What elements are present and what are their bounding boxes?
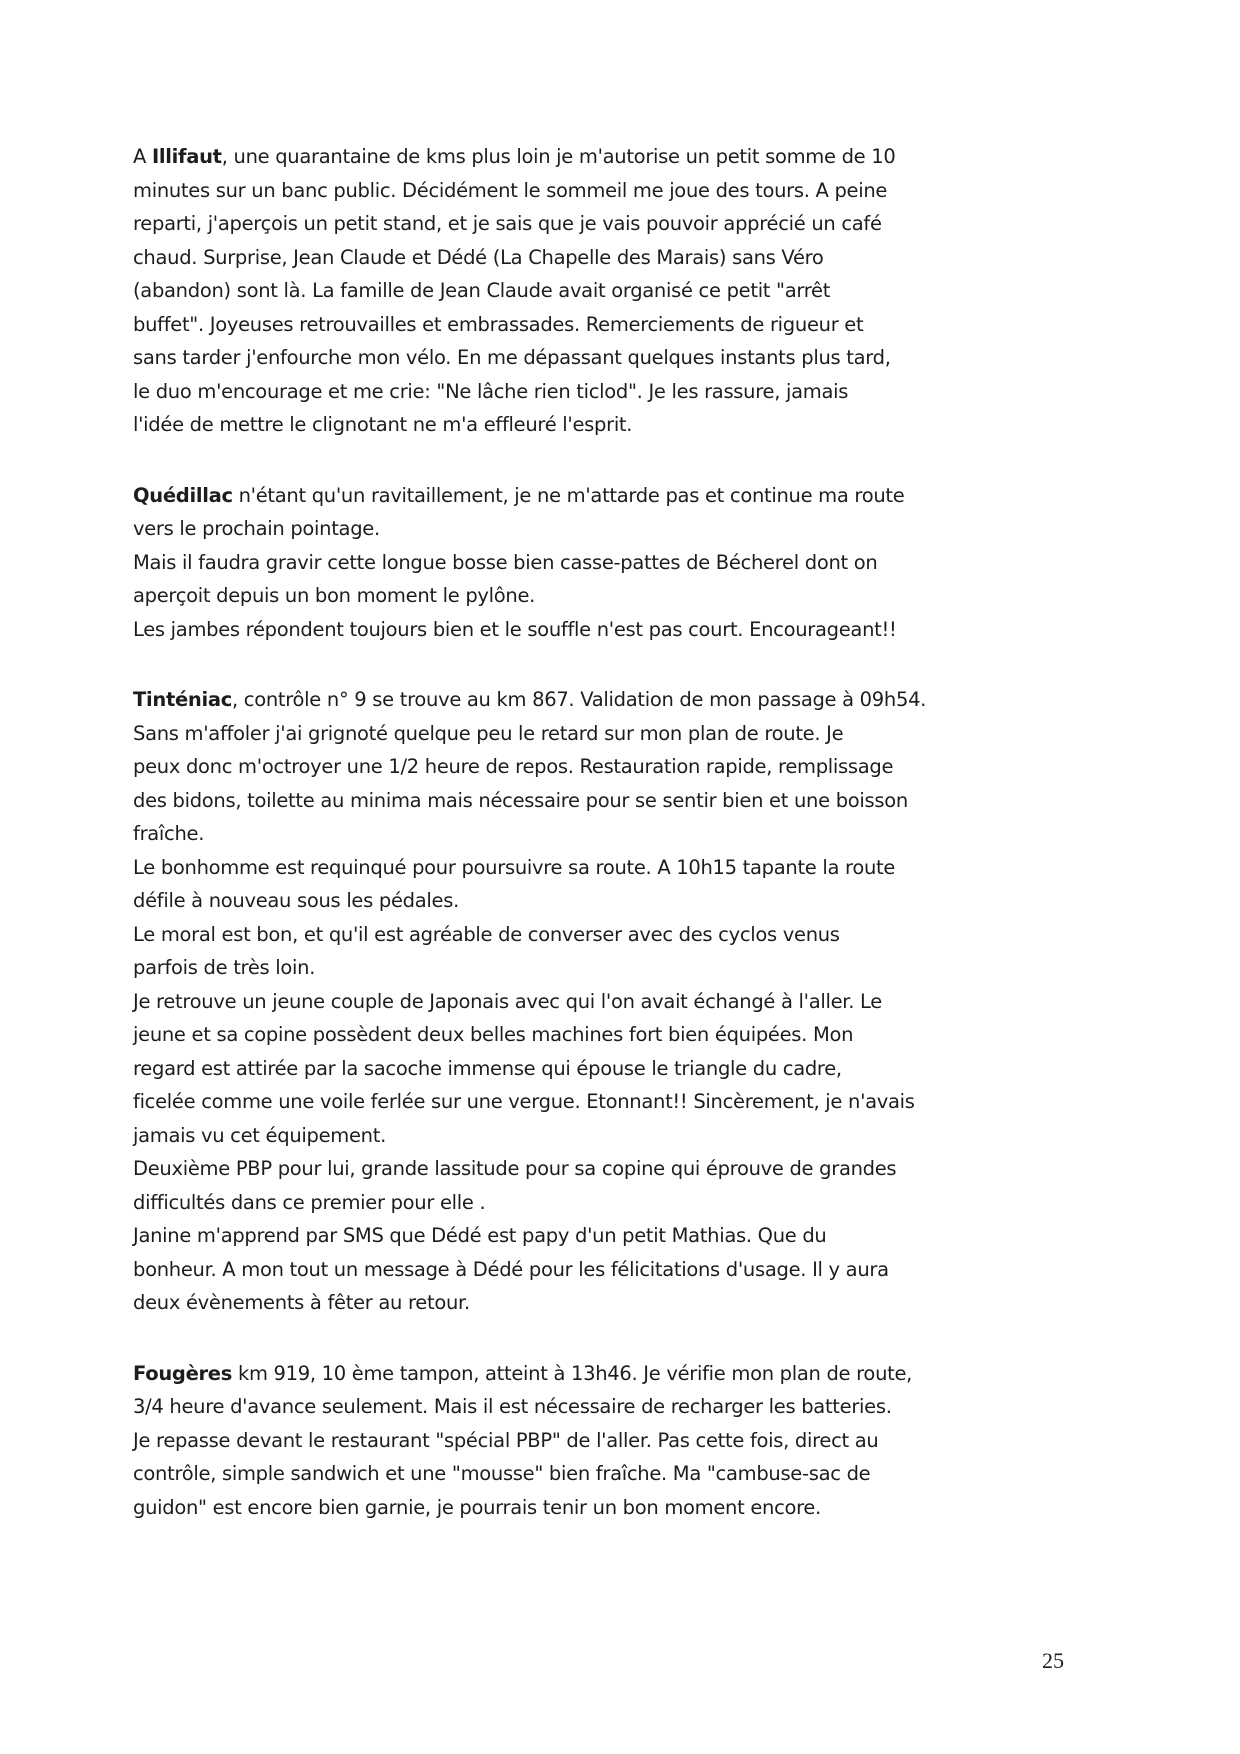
text-line: Le bonhomme est requinqué pour poursuivre sa route. A 10h15 tapante la route xyxy=(133,855,896,879)
text-line: Mais il faudra gravir cette longue bosse bien casse-pattes de Bécherel dont on xyxy=(133,550,878,574)
paragraph xyxy=(133,479,1013,647)
text-line: bonheur. A mon tout un message à Dédé pour les félicitations d'usage. Il y aura xyxy=(133,1257,889,1281)
text-line xyxy=(133,479,1013,513)
line-prefix: A xyxy=(133,145,152,168)
text-line: jeune et sa copine possèdent deux belles machines fort bien équipées. Mon xyxy=(133,1023,854,1046)
text-line xyxy=(133,1357,1013,1391)
place-name: Fougères xyxy=(133,1361,233,1385)
text-line: sans tarder j'enfourche mon vélo. En me dépassant quelques instants plus tard, xyxy=(133,346,891,369)
text-line: (abandon) sont là. La famille de Jean Claude avait organisé ce petit "arrêt xyxy=(133,279,831,302)
text-line: buffet". Joyeuses retrouvailles et embrassades. Remerciements de rigueur et xyxy=(133,312,864,336)
text-line: parfois de très loin. xyxy=(133,956,316,979)
text-line: défile à nouveau sous les pédales. xyxy=(133,889,459,912)
text-line: Je repasse devant le restaurant "spécial PBP" de l'aller. Pas cette fois, direct au xyxy=(133,1428,879,1452)
text-line: l'idée de mettre le clignotant ne m'a effleuré l'esprit. xyxy=(133,413,633,436)
place-name: Quédillac xyxy=(133,483,233,507)
text-line: guidon" est encore bien garnie, je pourrais tenir un bon moment encore. xyxy=(133,1495,822,1519)
line-text: km 919, 10 ème tampon, atteint à 13h46. Je vérifie mon plan de route, xyxy=(232,1361,913,1385)
text-line: fraîche. xyxy=(133,822,205,845)
text-line: des bidons, toilette au minima mais nécessaire pour se sentir bien et une boisson xyxy=(133,788,908,812)
text-line: Les jambes répondent toujours bien et le souffle n'est pas court. Encourageant!! xyxy=(133,617,897,641)
text-line: chaud. Surprise, Jean Claude et Dédé (La Chapelle des Marais) sans Véro xyxy=(133,245,824,269)
text-line: Deuxième PBP pour lui, grande lassitude pour sa copine qui éprouve de grandes xyxy=(133,1157,897,1180)
text-line: peux donc m'octroyer une 1/2 heure de repos. Restauration rapide, remplissage xyxy=(133,755,894,778)
text-line: Je retrouve un jeune couple de Japonais avec qui l'on avait échangé à l'aller. Le xyxy=(133,989,882,1013)
text-line: aperçoit depuis un bon moment le pylône. xyxy=(133,584,536,607)
place-name: Tinténiac xyxy=(133,688,232,711)
text-line: deux évènements à fêter au retour. xyxy=(133,1291,470,1314)
text-line: ficelée comme une voile ferlée sur une vergue. Etonnant!! Sincèrement, je n'avais xyxy=(133,1090,915,1113)
line-text: , une quarantaine de kms plus loin je m'autorise un petit somme de 10 xyxy=(221,145,896,168)
text-line: difficultés dans ce premier pour elle . xyxy=(133,1190,486,1214)
text-line: minutes sur un banc public. Décidément le sommeil me joue des tours. A peine xyxy=(133,178,888,202)
page-number: 25 xyxy=(1042,1648,1064,1673)
text-line: Sans m'affoler j'ai grignoté quelque peu le retard sur mon plan de route. Je xyxy=(133,721,844,745)
text-line: 3/4 heure d'avance seulement. Mais il est nécessaire de recharger les batteries. xyxy=(133,1395,892,1418)
line-text: , contrôle n° 9 se trouve au km 867. Validation de mon passage à 09h54. xyxy=(232,688,927,711)
text-line: Janine m'apprend par SMS que Dédé est papy d'un petit Mathias. Que du xyxy=(133,1224,827,1247)
text-line: reparti, j'aperçois un petit stand, et je sais que je vais pouvoir apprécié un café xyxy=(133,212,882,235)
paragraph xyxy=(133,1357,1013,1525)
text-line: contrôle, simple sandwich et une "mousse" bien fraîche. Ma "cambuse-sac de xyxy=(133,1462,871,1485)
text-line: jamais vu cet équipement. xyxy=(133,1123,386,1147)
paragraph xyxy=(133,683,1013,1320)
text-line: vers le prochain pointage. xyxy=(133,517,380,540)
text-line xyxy=(133,683,1013,717)
text-line: le duo m'encourage et me crie: "Ne lâche rien ticlod". Je les rassure, jamais xyxy=(133,379,849,403)
text-line: Le moral est bon, et qu'il est agréable de converser avec des cyclos venus xyxy=(133,922,840,946)
text-line xyxy=(133,140,1013,174)
text-line: regard est attirée par la sacoche immense qui épouse le triangle du cadre, xyxy=(133,1056,842,1080)
line-text: n'étant qu'un ravitaillement, je ne m'attarde pas et continue ma route xyxy=(232,483,905,507)
document-body xyxy=(133,140,1013,1561)
place-name: Illifaut xyxy=(151,145,222,168)
paragraph xyxy=(133,140,1013,442)
